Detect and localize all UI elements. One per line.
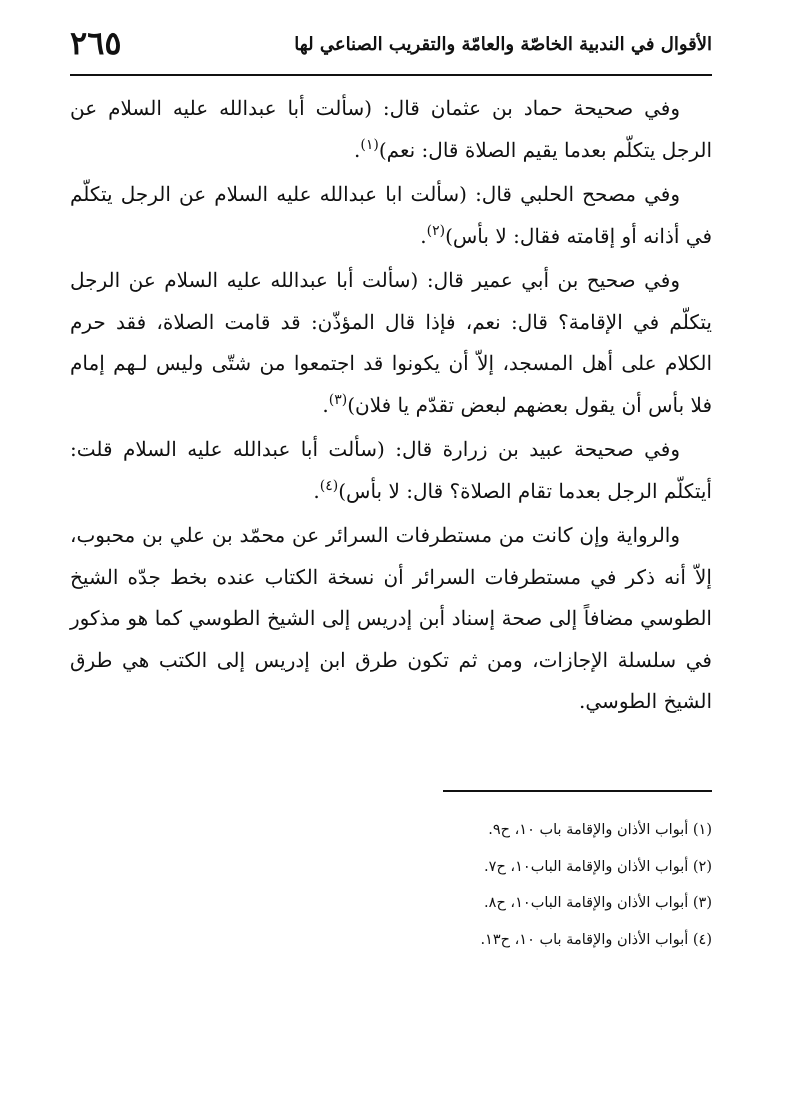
- paragraph-text: وفي صحيحة عبيد بن زرارة قال: (سألت أبا عبدالله عليه السلام قلت: أيتكلّم الرجل بعدما تقام الصلاة؟ قال: لا بأس): [70, 437, 712, 503]
- footnote: (١) أبواب الأذان والإقامة باب ١٠، ح٩.: [488, 822, 712, 838]
- footnote-marker: (٣): [328, 391, 348, 408]
- paragraph-text: وفي مصحح الحلبي قال: (سألت ابا عبدالله عليه السلام عن الرجل يتكلّم في أذانه أو إقامته فقال: لا بأس): [70, 182, 712, 248]
- footnote: (٢) أبواب الأذان والإقامة الباب١٠، ح٧.: [484, 858, 712, 875]
- paragraph: [70, 174, 712, 257]
- page-number: ٢٦٥: [70, 24, 122, 62]
- footnotes: [320, 812, 712, 958]
- paragraph: [70, 88, 712, 171]
- footnote-divider: [443, 790, 712, 792]
- paragraph: [70, 260, 712, 426]
- running-title: الأقوال في الندبية الخاصّة والعامّة والتقريب الصناعي لها: [294, 34, 712, 55]
- paragraph-end: .: [420, 223, 427, 248]
- main-text: [70, 88, 712, 723]
- footnote: (٣) أبواب الأذان والإقامة الباب١٠، ح٨.: [484, 895, 712, 911]
- footnote-marker: (٤): [319, 477, 339, 494]
- page-header: [70, 22, 712, 76]
- paragraph-text: والرواية وإن كانت من مستطرفات السرائر عن محمّد بن علي بن محبوب، إلاّ أنه ذكر في مستطرفات السرائر أن نسخة الكتاب عنده بخط جدّه الشيخ الطوسي مضافاً إلى صحة إسناد أبن إدريس إلى الشيخ الطوسي كما هو مذكور في سلسلة الإجازات، ومن ثم تكون طرق ابن إدريس إلى الكتب هي طرق الشيخ الطوسي.: [70, 523, 712, 713]
- paragraph: [70, 515, 712, 723]
- paragraph-end: .: [313, 478, 320, 503]
- paragraph-end: .: [354, 137, 361, 162]
- footnote-marker: (١): [360, 136, 379, 153]
- paragraph-text: وفي صحيح بن أبي عمير قال: (سألت أبا عبدالله عليه السلام عن الرجل يتكلّم في الإقامة؟ قال: نعم، فإذا قال المؤذّن: قد قامت الصلاة، فقد حرم الكلام على أهل المسجد، إلاّ أن يكونوا قد اجتمعوا من شتّى وليس لـهم إمام فلا بأس أن يقول بعضهم لبعض تقدّم يا فلان): [70, 268, 712, 417]
- paragraph-end: .: [322, 392, 329, 417]
- footnote-marker: (٢): [426, 222, 446, 239]
- footnote: (٤) أبواب الأذان والإقامة باب ١٠، ح١٣.: [480, 931, 712, 948]
- paragraph: [70, 429, 712, 512]
- paragraph-text: وفي صحيحة حماد بن عثمان قال: (سألت أبا عبدالله عليه السلام عن الرجل يتكلّم بعدما يقيم الصلاة قال: نعم): [70, 96, 712, 162]
